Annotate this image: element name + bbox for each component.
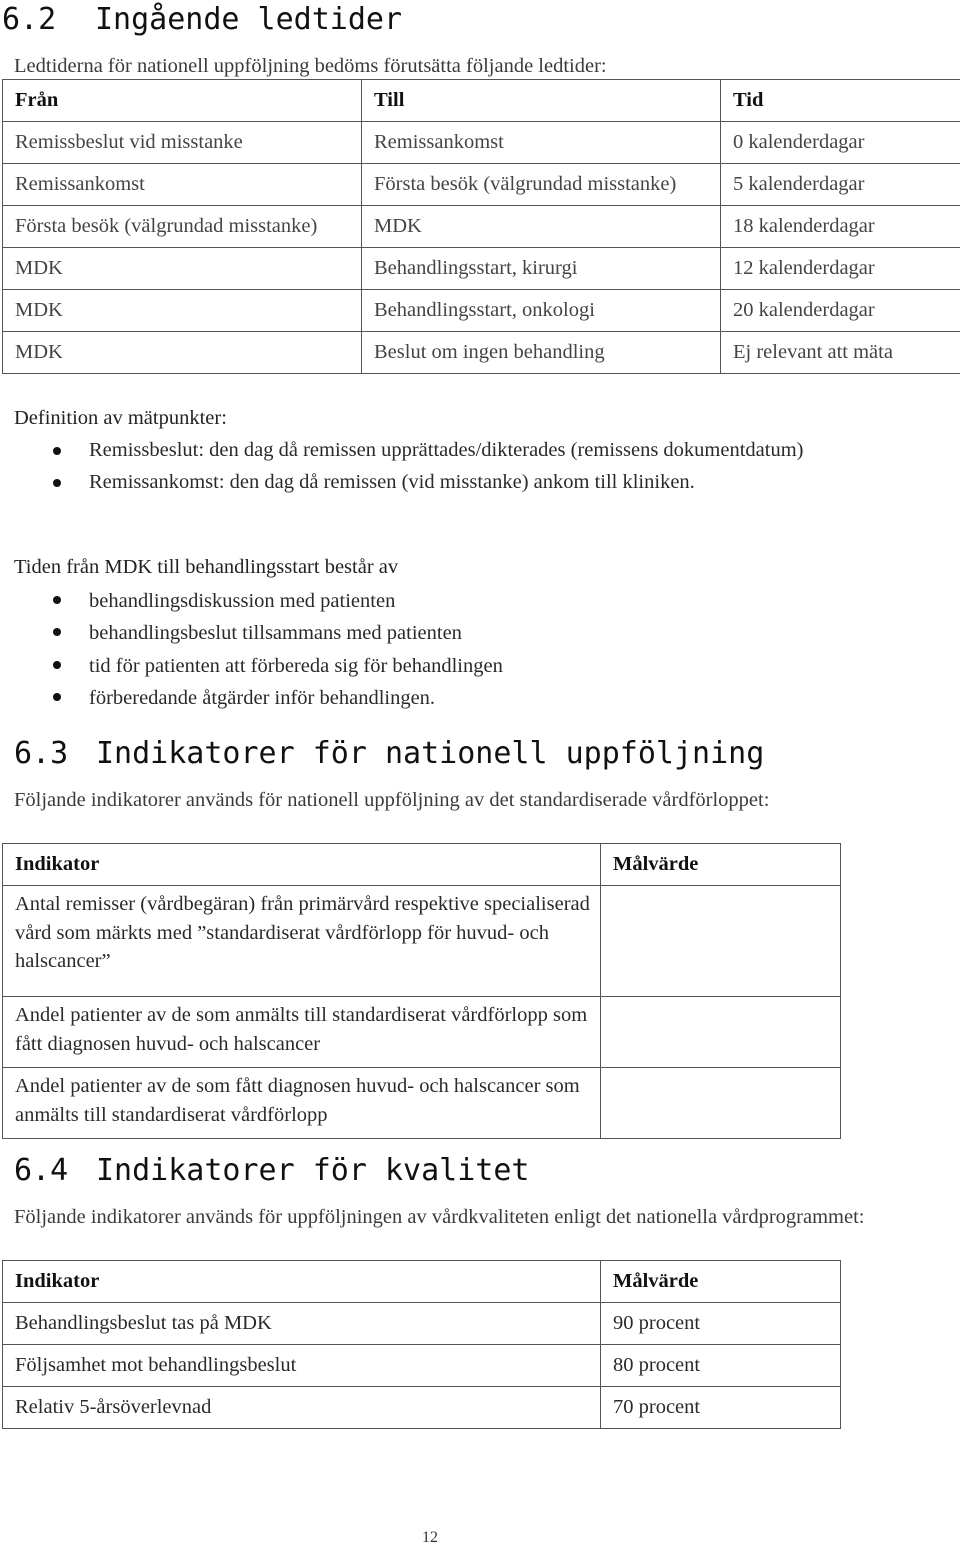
quality-indicators-table (2, 1260, 841, 1429)
section-number: 6.4 (14, 1153, 69, 1188)
section-heading-6-3 (14, 736, 764, 771)
table-cell: Andel patienter av de som anmälts till standardiserat vårdförlopp som fått diagnosen huvud- och halscancer (3, 997, 601, 1068)
table-cell: Remissankomst (3, 164, 362, 206)
section-title: Indikatorer för kvalitet (96, 1153, 530, 1188)
table-row (3, 997, 841, 1068)
table-row (3, 290, 960, 332)
column-header: Indikator (3, 1261, 601, 1303)
section-number: 6.3 (14, 736, 69, 771)
table-row (3, 122, 960, 164)
table-cell: 12 kalenderdagar (721, 248, 960, 290)
column-header: Tid (721, 80, 960, 122)
table-cell: Remissbeslut vid misstanke (3, 122, 362, 164)
page-number: 12 (422, 1529, 438, 1546)
table-cell (601, 997, 841, 1068)
list-item-text: förberedande åtgärder inför behandlingen. (89, 686, 436, 709)
section-intro: Ledtiderna för nationell uppföljning bedöms förutsätta följande ledtider: (14, 55, 607, 77)
table-row (3, 206, 960, 248)
bullet-icon (53, 447, 61, 455)
table-cell: 90 procent (601, 1303, 841, 1345)
process-heading: Tiden från MDK till behandlingsstart består av (14, 556, 399, 578)
column-header: Indikator (3, 844, 601, 886)
table-row (3, 332, 960, 374)
section-intro: Följande indikatorer används för uppföljningen av vårdkvaliteten enligt det nationella vårdprogrammet: (14, 1206, 865, 1228)
bullet-icon (53, 479, 61, 487)
definition-list (14, 436, 814, 496)
list-item (14, 585, 814, 617)
table-cell: 5 kalenderdagar (721, 164, 960, 206)
bullet-icon (53, 693, 61, 701)
table-row (3, 886, 841, 997)
table-cell: Beslut om ingen behandling (362, 332, 721, 374)
list-item (14, 468, 814, 496)
list-item-text: tid för patienten att förbereda sig för behandlingen (89, 654, 503, 677)
table-cell (601, 1068, 841, 1139)
list-item (14, 436, 814, 464)
table-cell: Antal remisser (vårdbegäran) från primärvård respektive specialiserad vård som märkts med ”standardiserat vårdförlopp för huvud- och halscancer” (3, 886, 601, 997)
table-cell: Behandlingsstart, kirurgi (362, 248, 721, 290)
table-cell: 18 kalenderdagar (721, 206, 960, 248)
table-cell: Remissankomst (362, 122, 721, 164)
table-cell: Följsamhet mot behandlingsbeslut (3, 1345, 601, 1387)
table-row (3, 1345, 841, 1387)
column-header: Till (362, 80, 721, 122)
bullet-icon (53, 596, 61, 604)
list-item-text: Remissbeslut: den dag då remissen upprättades/dikterades (remissens dokumentdatum) (89, 439, 804, 461)
table-cell: Ej relevant att mäta (721, 332, 960, 374)
section-number: 6.2 (2, 2, 57, 37)
table-cell: Relativ 5-årsöverlevnad (3, 1387, 601, 1429)
leadtime-table (2, 79, 960, 374)
section-title: Ingående ledtider (95, 2, 403, 37)
list-item-text: behandlingsbeslut tillsammans med patienten (89, 622, 462, 645)
table-header-row (3, 844, 841, 886)
section-title: Indikatorer för nationell uppföljning (96, 736, 765, 771)
table-cell: Andel patienter av de som fått diagnosen huvud- och halscancer som anmälts till standardiserat vårdförlopp (3, 1068, 601, 1139)
definition-heading: Definition av mätpunkter: (14, 407, 227, 429)
section-intro: Följande indikatorer används för nationell uppföljning av det standardiserade vårdförloppet: (14, 789, 770, 811)
table-cell: 20 kalenderdagar (721, 290, 960, 332)
national-indicators-table (2, 843, 841, 1139)
table-cell: 80 procent (601, 1345, 841, 1387)
list-item-text: behandlingsdiskussion med patienten (89, 590, 396, 612)
table-cell: 70 procent (601, 1387, 841, 1429)
table-row (3, 164, 960, 206)
table-cell: 0 kalenderdagar (721, 122, 960, 164)
table-row (3, 1387, 841, 1429)
bullet-icon (53, 628, 61, 636)
section-heading-6-2 (2, 2, 402, 37)
list-item (14, 617, 814, 649)
table-cell (601, 886, 841, 997)
table-cell: MDK (362, 206, 721, 248)
table-cell: Första besök (välgrundad misstanke) (3, 206, 362, 248)
process-list (14, 585, 814, 714)
table-row (3, 1068, 841, 1139)
list-item-text: Remissankomst: den dag då remissen (vid misstanke) ankom till kliniken. (89, 471, 695, 493)
table-row (3, 1303, 841, 1345)
table-cell: MDK (3, 290, 362, 332)
column-header: Från (3, 80, 362, 122)
table-cell: Behandlingsstart, onkologi (362, 290, 721, 332)
list-item (14, 650, 814, 682)
section-heading-6-4 (14, 1153, 529, 1188)
column-header: Målvärde (601, 1261, 841, 1303)
list-item (14, 682, 814, 714)
table-cell: MDK (3, 248, 362, 290)
column-header: Målvärde (601, 844, 841, 886)
table-cell: Första besök (välgrundad misstanke) (362, 164, 721, 206)
table-cell: Behandlingsbeslut tas på MDK (3, 1303, 601, 1345)
table-header-row (3, 1261, 841, 1303)
table-header-row (3, 80, 960, 122)
table-cell: MDK (3, 332, 362, 374)
bullet-icon (53, 661, 61, 669)
table-row (3, 248, 960, 290)
